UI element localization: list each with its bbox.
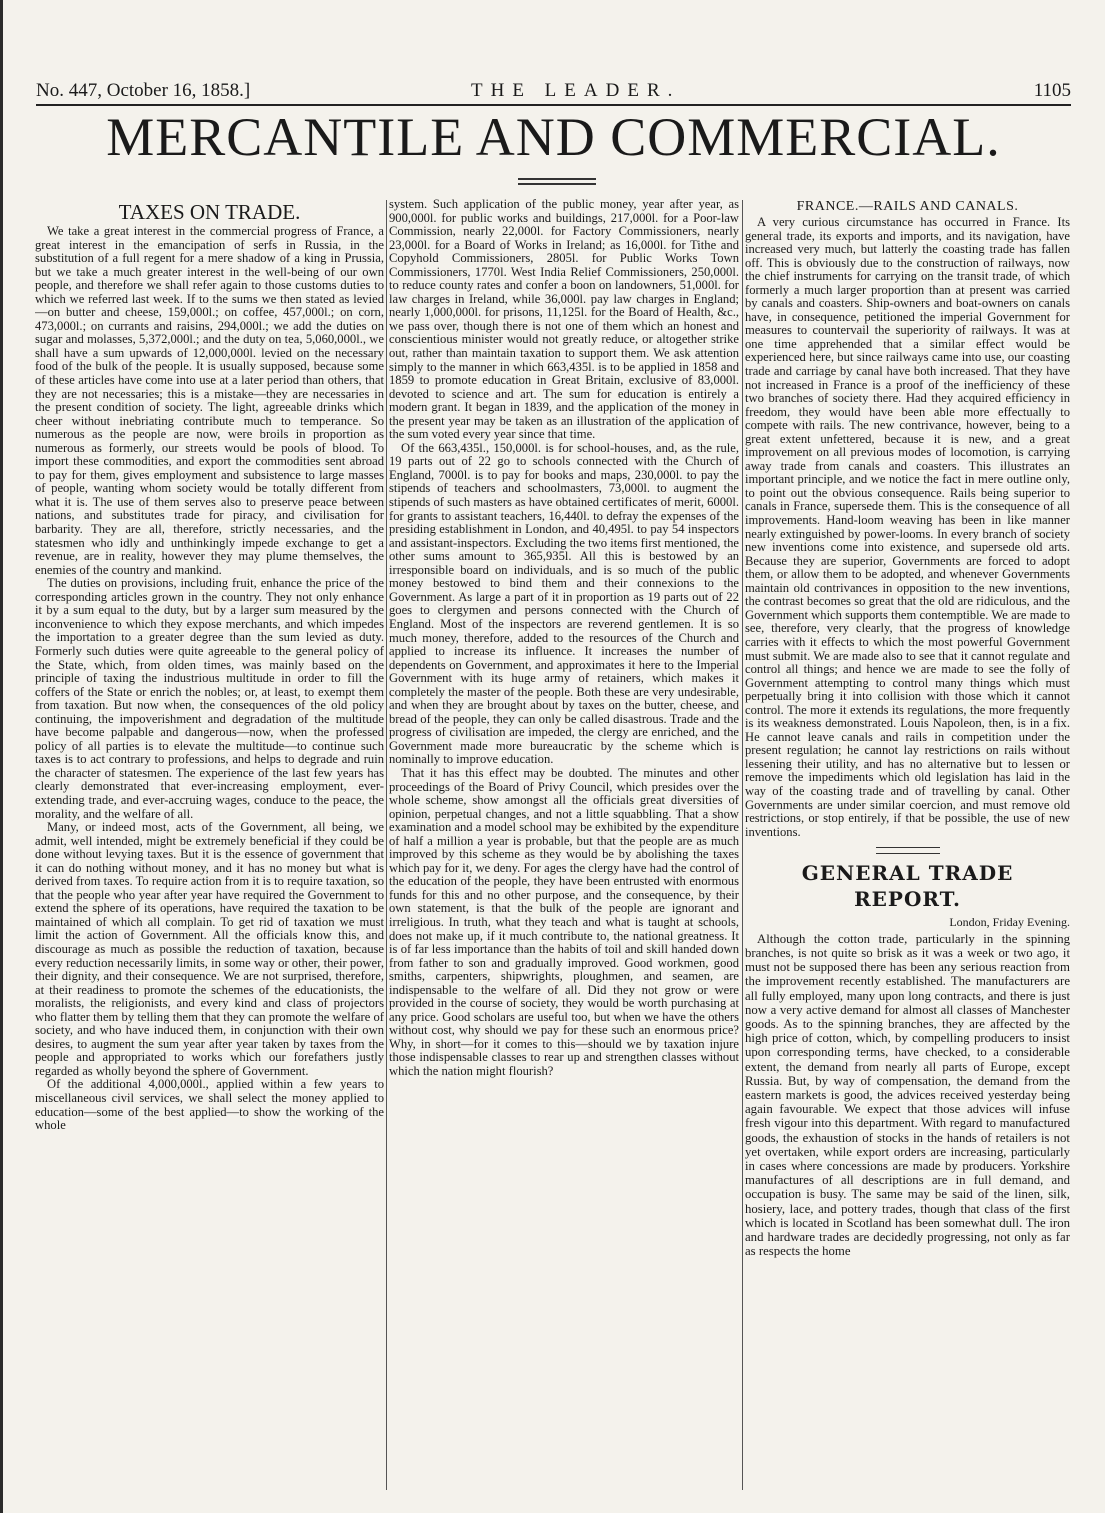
title-ornament-rule: [518, 178, 596, 180]
article-paragraph: system. Such application of the public money, year after year, as 900,000l. for public works and buildings, 217,000l. for a Poor-law Commission, nearly 22,000l. for Factory Commissioners, nearly 23,000l. for a Board of Works in Ireland; as 16,000l. for Tithe and Copyhold Commissioners, 2805l. for Public Works Town Commissioners, 1770l. West India Relief Commissioners, 250,000l. to reduce county rates and confer a boon on landowners, 51,000l. for law charges in Ireland, while 36,000l. pay law charges in England; nearly 1,000,000l. for prisons, 11,125l. for the Board of Health, &c., we pass over, though there is not one of them which an honest and conscientious minister would not greatly reduce, or altogether strike out, rather than maintain taxation to support them. We ask attention simply to the manner in which 663,435l. is to be applied in 1858 and 1859 to promote education in Great Britain, exclusive of 83,000l. devoted to science and art. The sum for education is entirely a modern grant. It began in 1839, and the application of the money in the present year may be taken as an illustration of the application of the sum voted every year since that time.: [389, 198, 739, 442]
running-head: [36, 80, 1071, 106]
article-paragraph: That it has this effect may be doubted. The minutes and other proceedings of the Board of Privy Council, which presides over the whole scheme, show amongst all the officials great diversities of opinion, perpetual changes, and not a little squabbling. That a show examination and a model school may be exhibited by the expenditure of half a million a year is probable, but that the people are as much improved by this scheme as they would be by abolishing the taxes which pay for it, we deny. For ages the clergy have had the control of the education of the people, they have been entrusted with enormous funds for this and no other purpose, and the consequence, by their own statement, is that the bulk of the people are ignorant and irreligious. In truth, what they teach and what is taught at schools, does not make up, if it much contribute to, the national greatness. It is of far less importance than the habits of toil and skill handed down from father to son and gradually improved. Good workmen, good smiths, carpenters, shipwrights, ploughmen, and seamen, are indispensable to the welfare of all. Did they not grow or were provided in the course of society, they would be worth purchasing at any price. Good scholars are useful too, but when we have the others without cost, why should we pay for these such an enormous price? Why, in short—for it comes to this—should we by taxation injure those indispensable classes to rear up and strengthen classes without which the nation might flourish?: [389, 765, 739, 1078]
section-separator: [876, 847, 940, 854]
article-paragraph: Although the cotton trade, particularly in the spinning branches, is not quite so brisk as it was a week or two ago, it must not be supposed there has been any serious reaction from the improvement recently established. The manufacturers are all fully employed, many upon long contracts, and there is just now a very active demand for almost all classes of Manchester goods. As to the spinning branches, they are affected by the high price of cotton, which, by compelling producers to insist upon corresponding terms, have checked, to a considerable extent, the demand from nearly all parts of Europe, except Russia. But, by way of compensation, the demand from the eastern markets is good, the advices received yesterday being again favourable. We expect that those advices will infuse fresh vigour into this department. With regard to manufactured goods, the exhaustion of stocks in the hands of retailers is not yet overtaken, while export orders are increasing, particularly in cases where concessions are made by producers. Yorkshire manufactures of all descriptions are in full demand, and occupation is busy. The same may be said of the linen, silk, hosiery, lace, and pottery trades, though that class of the first which is located in Scotland has been somewhat dull. The iron and hardware trades are decidedly progressing, not only as far as respects the home: [745, 931, 1070, 1259]
article-paragraph: We take a great interest in the commercial progress of France, a great interest in the emancipation of serfs in Russia, in the substitution of a full regent for a mere shadow of a king in Prussia, but we take a much greater interest in the well-being of our own people, and therefore we shall refer again to those customs duties to which we referred last week. If to the sums we then stated as levied—on butter and cheese, 159,000l.; on coffee, 457,000l.; on corn, 473,000l.; on currants and raisins, 294,000l.; we add the duties on sugar and molasses, 5,372,000l.; and the duty on tea, 5,060,000l., we shall have a sum upwards of 12,000,000l. levied on the necessary food of the bulk of the people. It is usually supposed, because some of these articles have come into use at a later period than others, that they are not necessaries; this is a mistake—they are necessaries in the present condition of society. The light, agreeable drinks which cheer without inebriating contribute much to temperance. So numerous as the people are now, were broils in proportion as numerous as formerly, our streets would be pools of blood. To import these commodities, and export the commodities sent abroad to pay for them, gives employment and subsistence to large masses of people, wanting whom society would be totally different from what it is. The use of them serves also to preserve peace between nations, and substitutes trade for piracy, and civilisation for barbarity. They are all, therefore, strictly necessaries, and the statesmen who idly and unthinkingly impede exchange to get a revenue, are in reality, however they may plume themselves, the enemies of the country and mankind.: [35, 224, 384, 577]
article-heading-taxes: TAXES ON TRADE.: [118, 200, 301, 224]
title-ornament-rule: [518, 183, 596, 185]
column-divider: [386, 200, 387, 1490]
article-paragraph: A very curious circumstance has occurred in France. Its general trade, its exports and imports, and its navigation, have increased very much, but latterly the coasting trade has fallen off. This is obviously due to the construction of railways, now the chief instruments for carrying on the transit trade, of which formerly a much larger proportion than at present was carried by canals and coasters. Ship-owners and boat-owners on canals have, in consequence, petitioned the imperial Government for measures to countervail the superiority of railways. It was at one time apprehended that a similar effect would be experienced here, but since railways came into use, our coasting trade and carriage by canal have both increased. That they have not increased in France is a proof of the inefficiency of these two branches of society there. Had they acquired efficiency in freedom, they would have been able more effectually to compete with rails. The new contrivance, however, being to a great extent unfettered, because it is new, and a great improvement on all previous modes of locomotion, is carrying away trade from canals and coasters. This illustrates an important principle, and we notice the fact in mere outline only, to point out the obvious consequence. Rails being superior to canals in France, supersede them. This is the consequence of all improvements. Hand-loom weaving has been in like manner nearly extinguished by power-looms. In every branch of society new inventions come into existence, and supersede old arts. Because they are superior, Governments are forced to adopt them, or allow them to be adopted, and whenever Governments maintain old contrivances in opposition to the new inventions, the contrast becomes so great that the old are ridiculous, and the Government which supports them contemptible. We are made to see, therefore, very clearly, that the progress of knowledge carries with it effects to which the most powerful Government must submit. We are made also to see that it cannot regulate and control all things; and hence we are made to see the folly of Government attempting to control many things which must perpetually bring it into collision with those which it cannot control. The more it extends its regulations, the more frequently is its weakness demonstrated. Louis Napoleon, then, is in a fix. He cannot leave canals and rails in competition under the present regulation; he cannot lay restrictions on rails without lessening their utility, and has no alternative but to lessen or remove the impediments which old legislation has laid in the way of the coasting trade and of travelling by canal. Other Governments are under similar coercion, and must remove old restrictions, or stop entirely, if that be possible, the use of new inventions.: [745, 215, 1070, 839]
issue-line: No. 447, October 16, 1858.]: [36, 80, 251, 101]
article-heading-trade-report: GENERAL TRADE REPORT.: [801, 861, 1014, 912]
page-edge-rule: [0, 0, 3, 1513]
dateline: London, Friday Evening.: [949, 915, 1070, 930]
section-title: MERCANTILE AND COMMERCIAL.: [106, 107, 1001, 167]
column-1: [35, 200, 384, 1500]
article-paragraph: Of the 663,435l., 150,000l. is for school-houses, and, as the rule, 19 parts out of 22 go to schools connected with the Church of England, 7000l. is to pay for books and maps, 230,000l. to pay the stipends of teachers and schoolmasters, 73,000l. to augment the stipends of such masters as have obtained certificates of merit, 6000l. for grants to assistant teachers, 16,440l. to defray the expenses of the presiding establishment in London, and 40,495l. to pay 54 inspectors and assistant-inspectors. Excluding the two items first mentioned, the other sums amount to 365,935l. All this is bestowed by an irresponsible board on individuals, and is so much of the public money bestowed to bind them and their connexions to the Government. As large a part of it in proportion as 19 parts out of 22 goes to clergymen and persons connected with the Church of England. Most of the inspectors are reverend gentlemen. It is so much money, therefore, added to the resources of the Church and applied to increase its influence. It increases the number of dependents on Government, and approximates it here to the Imperial Government with its huge army of retainers, which makes it completely the master of the people. Both these are very undesirable, and when they are brought about by taxes on the butter, cheese, and bread of the people, they can only be called disastrous. Trade and the progress of civilisation are impeded, the clergy are enriched, and the Government made more bureaucratic by the scheme which is nominally to improve education.: [389, 440, 739, 767]
article-paragraph: The duties on provisions, including fruit, enhance the price of the corresponding articles grown in the country. They not only enhance it by a sum equal to the duty, but by a larger sum measured by the inconvenience to which they expose merchants, and which impedes the importation to a greater degree than the sum levied as duty. Formerly such duties were quite agreeable to the general policy of the State, which, from olden times, was mainly based on the principle of taxing the industrious multitude in order to fill the coffers of the State or enrich the nobles; or, at least, to exempt them from taxation. But now when, the consequences of the old policy continuing, the impoverishment and degradation of the multitude have become palpable and dangerous—now, when the professed policy of all parties is to elevate the multitude—to continue such taxes is to act contrary to professions, and helps to degrade and ruin the character of statesmen. The experience of the last few years has clearly demonstrated that ever-increasing employment, ever-extending trade, and ever-accruing wages, conduce to the peace, the morality, and the welfare of all.: [35, 576, 384, 821]
article-paragraph: Many, or indeed most, acts of the Government, all being, we admit, well intended, might be extremely beneficial if they could be done without levying taxes. But it is the essence of government that it can do nothing without money, and it has no money but what is derived from taxes. To require action from it is to require taxation, so that the people who year after year have required the Government to extend the sphere of its operations, have required the taxation to be maintained of which all complain. To get rid of taxation we must limit the action of Government. All the officials know this, and discourage as much as possible the reduction of taxation, because every reduction necessarily limits, in some way or other, their power, their dignity, and their consequence. We are not surprised, therefore, at their readiness to promote the schemes of the educationists, the moralists, the religionists, and every kind and class of projectors who flatter them by telling them that they can promote the welfare of society, and who have induced them, in conjunction with their own desires, to augment the sum year after year taken by taxes from the people and appropriated to works which our forefathers justly regarded as wholly beyond the sphere of Government.: [35, 820, 384, 1078]
column-3: [745, 198, 1070, 1498]
masthead: THE LEADER.: [471, 80, 681, 101]
page-number: 1105: [1033, 80, 1071, 101]
article-heading-france: FRANCE.—RAILS AND CANALS.: [796, 199, 1019, 214]
article-paragraph: Of the additional 4,000,000l., applied within a few years to miscellaneous civil services, we shall select the money applied to education—some of the best applied—to show the working of the whole: [35, 1077, 384, 1133]
column-divider: [742, 200, 743, 1490]
column-2: [389, 198, 739, 1498]
